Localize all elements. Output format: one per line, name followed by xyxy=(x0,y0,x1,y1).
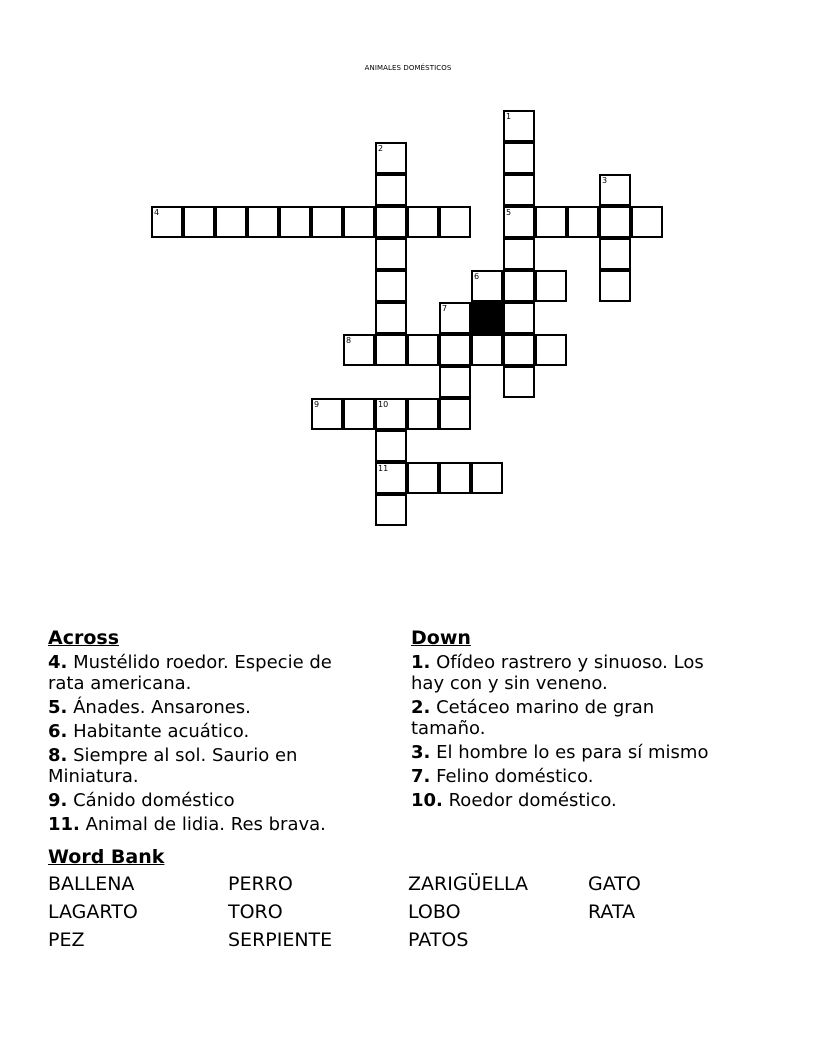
clue-text: Ánades. Ansarones. xyxy=(67,697,251,718)
grid-cell[interactable] xyxy=(503,334,535,366)
across-heading: Across xyxy=(48,627,120,649)
across-clue xyxy=(48,745,358,787)
grid-cell[interactable] xyxy=(471,334,503,366)
clue-number: 1 xyxy=(506,112,512,121)
clue-text: Animal de lidia. Res brava. xyxy=(79,814,326,835)
grid-cell[interactable] xyxy=(375,174,407,206)
clue-number: 10 xyxy=(378,400,389,409)
grid-cell[interactable] xyxy=(407,398,439,430)
word-bank-item: RATA xyxy=(588,901,636,923)
word-bank-item: GATO xyxy=(588,873,641,895)
grid-cell[interactable] xyxy=(375,430,407,462)
word-bank-item: PATOS xyxy=(408,929,469,951)
across-clue xyxy=(48,790,358,811)
grid-cell[interactable] xyxy=(535,334,567,366)
word-bank-heading: Word Bank xyxy=(48,846,165,868)
clue-number: 11 xyxy=(378,464,389,473)
grid-cell[interactable] xyxy=(343,398,375,430)
clue-number: 2 xyxy=(378,144,384,153)
grid-cell[interactable] xyxy=(407,334,439,366)
clue-number: 4 xyxy=(154,208,160,217)
down-clues xyxy=(411,628,731,814)
grid-cell[interactable] xyxy=(375,494,407,526)
word-bank-item: LOBO xyxy=(408,901,461,923)
grid-cell[interactable] xyxy=(311,206,343,238)
down-clue xyxy=(411,790,731,811)
down-clue xyxy=(411,766,731,787)
grid-cell[interactable] xyxy=(503,110,535,142)
clue-number: 8. xyxy=(48,745,68,766)
down-clue xyxy=(411,742,731,763)
clue-text: Roedor doméstico. xyxy=(442,790,617,811)
grid-cell[interactable] xyxy=(439,366,471,398)
grid-cell[interactable] xyxy=(439,302,471,334)
grid-cell[interactable] xyxy=(151,206,183,238)
clue-number: 6. xyxy=(48,721,68,742)
clue-number: 4. xyxy=(48,652,68,673)
grid-cell[interactable] xyxy=(407,462,439,494)
clue-number: 2. xyxy=(411,697,431,718)
grid-cell[interactable] xyxy=(375,398,407,430)
grid-cell[interactable] xyxy=(247,206,279,238)
word-bank-item: PEZ xyxy=(48,929,85,951)
grid-cell[interactable] xyxy=(535,206,567,238)
grid-cell[interactable] xyxy=(599,174,631,206)
grid-cell[interactable] xyxy=(375,270,407,302)
grid-cell[interactable] xyxy=(439,206,471,238)
clue-text: Ofídeo rastrero y sinuoso. Los hay con y sin veneno. xyxy=(411,652,704,694)
across-clue-list xyxy=(48,652,358,835)
clue-number: 10. xyxy=(411,790,443,811)
clue-number: 3 xyxy=(602,176,608,185)
grid-cell[interactable] xyxy=(631,206,663,238)
puzzle-title: ANIMALES DOMÉSTICOS xyxy=(364,64,452,72)
word-bank xyxy=(48,874,788,951)
down-clue-list xyxy=(411,652,731,811)
clue-number: 1. xyxy=(411,652,431,673)
grid-cell[interactable] xyxy=(279,206,311,238)
grid-cell-blocked xyxy=(471,302,503,334)
word-bank-item: SERPIENTE xyxy=(228,929,333,951)
clue-number: 3. xyxy=(411,742,431,763)
grid-cell[interactable] xyxy=(311,398,343,430)
grid-cell[interactable] xyxy=(343,334,375,366)
grid-cell[interactable] xyxy=(375,302,407,334)
clue-number: 9. xyxy=(48,790,68,811)
grid-cell[interactable] xyxy=(503,270,535,302)
word-bank-item: PERRO xyxy=(228,873,293,895)
clue-number: 7. xyxy=(411,766,431,787)
across-clue xyxy=(48,652,358,694)
grid-cell[interactable] xyxy=(439,398,471,430)
grid-cell[interactable] xyxy=(343,206,375,238)
clue-number: 9 xyxy=(314,400,320,409)
word-bank-item: TORO xyxy=(228,901,283,923)
grid-cell[interactable] xyxy=(599,238,631,270)
clue-text: Siempre al sol. Saurio en Miniatura. xyxy=(48,745,298,787)
grid-cell[interactable] xyxy=(375,142,407,174)
grid-cell[interactable] xyxy=(375,462,407,494)
grid-cell[interactable] xyxy=(503,206,535,238)
clue-text: Cánido doméstico xyxy=(67,790,235,811)
grid-cell[interactable] xyxy=(471,462,503,494)
grid-cell[interactable] xyxy=(599,270,631,302)
across-clue xyxy=(48,721,358,742)
clue-text: Cetáceo marino de gran tamaño. xyxy=(411,697,655,739)
down-heading: Down xyxy=(411,627,471,649)
grid-cell[interactable] xyxy=(503,238,535,270)
grid-cell[interactable] xyxy=(183,206,215,238)
grid-cell[interactable] xyxy=(375,206,407,238)
clue-text: Mustélido roedor. Especie de rata americana. xyxy=(48,652,332,694)
grid-cell[interactable] xyxy=(215,206,247,238)
grid-cell[interactable] xyxy=(439,334,471,366)
grid-cell[interactable] xyxy=(439,462,471,494)
grid-cell[interactable] xyxy=(503,174,535,206)
clue-number: 8 xyxy=(346,336,352,345)
grid-cell[interactable] xyxy=(567,206,599,238)
down-clue xyxy=(411,652,731,694)
clue-number: 7 xyxy=(442,304,448,313)
clue-number: 11. xyxy=(48,814,80,835)
clue-number: 6 xyxy=(474,272,480,281)
grid-cell[interactable] xyxy=(535,270,567,302)
clue-text: Felino doméstico. xyxy=(430,766,594,787)
clue-text: Habitante acuático. xyxy=(67,721,250,742)
clue-text: El hombre lo es para sí mismo xyxy=(430,742,709,763)
across-clue xyxy=(48,697,358,718)
word-bank-item: ZARIGÜELLA xyxy=(408,873,529,895)
down-clue xyxy=(411,697,731,739)
clue-number: 5 xyxy=(506,208,512,217)
grid-cell[interactable] xyxy=(503,142,535,174)
word-bank-item: LAGARTO xyxy=(48,901,138,923)
grid-cell[interactable] xyxy=(503,366,535,398)
grid-cell[interactable] xyxy=(375,238,407,270)
grid-cell[interactable] xyxy=(503,302,535,334)
grid-cell[interactable] xyxy=(599,206,631,238)
grid-cell[interactable] xyxy=(471,270,503,302)
grid-cell[interactable] xyxy=(375,334,407,366)
across-clues xyxy=(48,628,358,838)
word-bank-item: BALLENA xyxy=(48,873,135,895)
across-clue xyxy=(48,814,358,835)
grid-cell[interactable] xyxy=(407,206,439,238)
clue-number: 5. xyxy=(48,697,68,718)
